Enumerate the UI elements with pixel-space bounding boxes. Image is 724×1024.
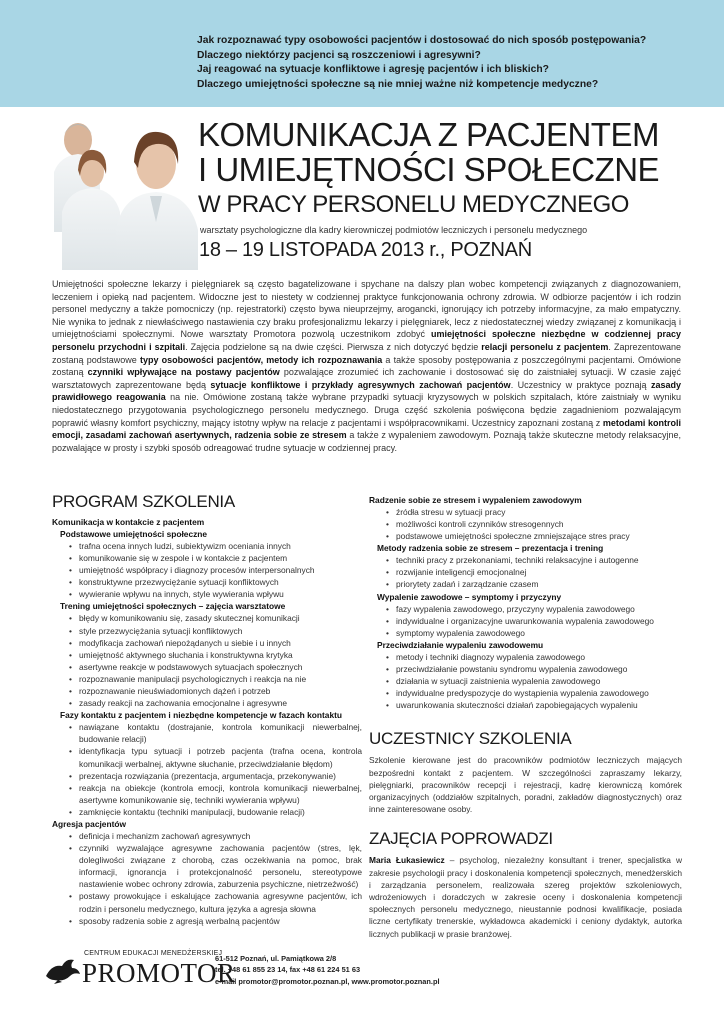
intro-paragraph (52, 278, 681, 454)
bullet-list (52, 540, 362, 600)
program-bullet: • umiejętność współpracy i diagnozy procesów interpersonalnych (52, 564, 362, 576)
intro-text: . Zajęcia podzielone są na dwie części. Pierwsza z nich dotyczyć będzie (185, 341, 482, 352)
bullet-list (52, 612, 362, 709)
program-bullet: • błędy w komunikowaniu się, zasady skutecznej komunikacji (52, 612, 362, 624)
program-section-heading: Komunikacja w kontakcie z pacjentem (52, 517, 205, 527)
program-column-right (369, 494, 682, 940)
program-bullet: • rozpoznawanie nieuświadomionych dążeń i potrzeb (52, 685, 362, 697)
program-bullet: • priorytety zadań i zarządzanie czasem (369, 578, 682, 590)
bullet-list (369, 651, 682, 711)
program-bullet: • zasady reakcji na zachowania emocjonalne i agresywne (52, 697, 362, 709)
program-bullet: • wywieranie wpływu na innych, style wywierania wpływu (52, 588, 362, 600)
trainer-name: Maria Łukasiewicz (369, 855, 445, 866)
program-bullet: • możliwości kontroli czynników stresogennych (369, 518, 682, 530)
intro-text: pozwalające zrozumieć ich zachowanie i dostosować się do zaistniałej sytuacji. W czasie zajęć warsztatowych zaprezentowane będą (52, 367, 682, 390)
medical-staff-photo (50, 112, 200, 270)
bullet-list (369, 603, 682, 639)
participants-title: UCZESTNICY SZKOLENIA (369, 729, 572, 749)
program-bullet: • identyfikacja typu sytuacji i potrzeb pacjenta (trafna ocena, kontrola komunikacji werbalnej, aktywne słuchanie, przeciwdziałanie błędom) (52, 745, 362, 769)
contact-block (215, 953, 440, 987)
logo-subtext: CENTRUM EDUKACJI MENEDŻERSKIEJ (84, 950, 223, 957)
bullet-list (52, 721, 362, 818)
email-line: e-mail promotor@promotor.poznan.pl, www.promotor.poznan.pl (215, 976, 440, 986)
program-bullet: • symptomy wypalenia zawodowego (369, 627, 682, 639)
intro-bold: sytuacje konfliktowe i przykłady agresywnych zachowań pacjentów (210, 379, 511, 390)
program-bullet: • umiejętność aktywnego słuchania i konstruktywna krytyka (52, 649, 362, 661)
program-section-heading: Radzenie sobie ze stresem i wypaleniem zawodowym (369, 495, 582, 505)
program-bullet: • indywidualne predyspozycje do wystąpienia wypalenia zawodowego (369, 687, 682, 699)
program-bullet: • sposoby radzenia sobie z agresją werbalną pacjentów (52, 915, 362, 927)
program-bullet: • techniki pracy z przekonaniami, techniki relaksacyjne i autogenne (369, 554, 682, 566)
intro-text: . Uczestnicy w praktyce poznają (510, 379, 651, 390)
question-item: Dlaczego niektórzy pacjenci są roszczeniowi i agresywni? (197, 49, 481, 61)
address-line: 61-512 Poznań, ul. Pamiątkowa 2/8 (215, 954, 337, 963)
logo-wordmark: PROMOTOR (82, 958, 236, 988)
intro-text: na nie. Omówione zostaną także wybrane przypadki sytuacji kryzysowych w polskich szpitalach, które zaistniały w wyniku niedostatecznego przygotowania psychologicznego personelu medycznego. Druga część szkolenia poświęcona będzie zagadnieniom pozwalającym poprawić własny komfort psychiczny, mający istotny wpływ na relacje z pacjentami i współpracownikami. Uczestnicy zapoznani zostaną z (52, 392, 682, 428)
bird-logo-icon (44, 954, 82, 984)
program-subheading: Podstawowe umiejętności społeczne (60, 529, 208, 539)
subtitle: warsztaty psychologiczne dla kadry kierowniczej podmiotów leczniczych i personelu medycznego (200, 225, 588, 235)
intro-bold: czynniki wpływające na postawy pacjentów (87, 367, 280, 378)
question-item: Dlaczego umiejętności społeczne są nie mniej ważne niż kompetencje medyczne? (197, 78, 599, 90)
program-subheading: Metody radzenia sobie ze stresem – prezentacja i trening (377, 543, 604, 554)
main-title-line-1: KOMUNIKACJA Z PACJENTEM (198, 116, 659, 153)
program-bullet: • metody i techniki diagnozy wypalenia zawodowego (369, 651, 682, 663)
program-bullet: • konstruktywne przezwyciężanie sytuacji konfliktowych (52, 576, 362, 588)
question-list (197, 34, 646, 92)
bullet-list (369, 506, 682, 542)
program-bullet: • fazy wypalenia zawodowego, przyczyny wypalenia zawodowego (369, 603, 682, 615)
trainer-title: ZAJĘCIA POPROWADZI (369, 829, 553, 849)
program-subheading: Przeciwdziałanie wypaleniu zawodowemu (377, 639, 544, 650)
program-bullet: • postawy prowokujące i eskalujące zachowania agresywne pacjentów, ich rodzin i personelu medycznego, kultura języka a agresja słowna (52, 890, 362, 914)
question-item: Jaj reagować na sytuacje konfliktowe i agresję pacjentów i ich bliskich? (197, 64, 549, 76)
program-subheading: Wypalenie zawodowe – symptomy i przyczyny (377, 591, 562, 602)
program-bullet: • działania w sytuacji zaistnienia wypalenia zawodowego (369, 675, 682, 687)
intro-bold: zasady prawidłowego reagowania (52, 379, 681, 403)
program-bullet: • reakcja na obiekcje (kontrola emocji, kontrola komunikacji niewerbalnej, asertywne komunikowanie się, techniki wywierania wpływu) (52, 782, 362, 806)
trainer-text (369, 854, 682, 939)
bullet-list (52, 830, 362, 927)
intro-text: Umiejętności społeczne lekarzy i pielęgniarek są często bagatelizowane i spychane na dalszy plan wobec kompetencji związanych z diagnozowaniem, leczeniem i opieką nad pacjentem. Widoczne jest to niestety w codziennej praktyce funkcjonowania ochrony zdrowia. W odbiorze pacjentów i ich rodzin personel medyczny a także pomocniczy (np. rejestratorki) często bywa nieuprzejmy, arogancki, ignorujący ich potrzeby informacyjne, za mało empatyczny. Nie wynika to jednak z niewłaściwego nastawienia czy braku profesjonalizmu lekarzy i pielęgniarek, lecz z niedostatecznej wiedzy związanej z komunikacją i umiejętnościami społecznymi. Nowe warsztaty Promotora pozwolą uczestnikom zdobyć (52, 279, 681, 340)
program-bullet: • przeciwdziałanie powstaniu syndromu wypalenia zawodowego (369, 663, 682, 675)
program-bullet: • indywidualne i organizacyjne uwarunkowania wypalenia zawodowego (369, 615, 682, 627)
main-title-line-3: W PRACY PERSONELU MEDYCZNEGO (198, 191, 629, 218)
program-bullet: • komunikowanie się w zespole i w kontakcie z pacjentem (52, 552, 362, 564)
intro-bold: metodami kontroli emocji, zasadami zachowań asertywnych, radzenia sobie ze stresem (52, 417, 681, 441)
program-bullet: • modyfikacja zachowań niepożądanych u siebie i u innych (52, 637, 362, 649)
program-bullet: • definicja i mechanizm zachowań agresywnych (52, 830, 362, 842)
bullet-list (369, 554, 682, 590)
intro-text: . Zaprezentowane zostaną podstawowe (52, 341, 681, 365)
program-bullet: • nawiązane kontaktu (dostrajanie, kontrola komunikacji niewerbalnej, budowanie relacji) (52, 721, 362, 745)
participants-text: Szkolenie kierowane jest do pracowników podmiotów leczniczych mających bezpośredni kontakt z pacjentem. W szczególności zapraszamy lekarzy, pielęgniarki, pracowników recepcji i rejestracji, kadrę kierowniczą komórek organizacyjnych (oddziałów szpitalnych, poradni, zakładów diagnostycznych) oraz inne zainteresowane osoby. (369, 755, 682, 815)
program-bullet: • zamknięcie kontaktu (techniki manipulacji, budowanie relacji) (52, 806, 362, 818)
program-bullet: • asertywne reakcje w podstawowych sytuacjach społecznych (52, 661, 362, 673)
intro-text: a także sposoby postępowania z poszczególnymi pacjentami. Omówione zostaną (52, 354, 681, 378)
program-bullet: • źródła stresu w sytuacji pracy (369, 506, 682, 518)
program-section-heading: Agresja pacjentów (52, 818, 127, 829)
program-column-left (52, 492, 362, 927)
intro-bold: umiejętności społeczne niezbędne w codziennej pracy personelu przychodni i szpitali (52, 329, 681, 352)
question-item: Jak rozpoznawać typy osobowości pacjentów i dostosować do nich sposób postępowania? (197, 35, 647, 46)
question-banner (0, 0, 724, 107)
program-title: PROGRAM SZKOLENIA (52, 492, 235, 511)
intro-text: a także z wypaleniem zawodowym. Poznają także skuteczne metody relaksacyjne, pozwalające w prosty i szybki sposób odreagować trudne sytuacje w codziennej pracy. (52, 430, 681, 453)
program-bullet: • style przezwyciężania sytuacji konfliktowych (52, 625, 362, 637)
program-bullet: • rozpoznawanie manipulacji psychologicznych i reakcja na nie (52, 673, 362, 685)
program-list-right (369, 494, 682, 711)
intro-bold: relacji personelu z pacjentem (481, 341, 609, 352)
event-date: 18 – 19 LISTOPADA 2013 r., POZNAŃ (199, 239, 532, 261)
program-bullet: • podstawowe umiejętności społeczne zmniejszające stres pracy (369, 530, 682, 542)
program-subheading: Fazy kontaktu z pacjentem i niezbędne kompetencje w fazach kontaktu (60, 710, 343, 721)
program-bullet: • uwarunkowania skuteczności działań zapobiegających wypaleniu (369, 699, 682, 711)
main-title-line-2: I UMIEJĘTNOŚCI SPOŁECZNE (198, 151, 660, 188)
intro-bold: typy osobowości pacjentów, metody ich rozpoznawania (139, 354, 383, 365)
program-bullet: • trafna ocena innych ludzi, subiektywizm oceniania innych (52, 540, 362, 552)
program-subheading: Trening umiejętności społecznych – zajęcia warsztatowe (60, 601, 286, 612)
trainer-bio: – psycholog, niezależny konsultant i trener, specjalistka w zakresie psychologii pracy i doskonalenia kompetencji społecznych, menedżerskich i zarządzania personelem, realizowała szereg projektów szkoleniowych, wdrożeniowych i doradczych w zakresie oceny i doskonalenia kompetencji społecznych personelu medycznego, nieustannie podnosi kwalifikacje, posiada liczne certyfikaty trenerskie, wykładowca akademicki i ceniony dydaktyk, autorka licznych publikacji w prasie branżowej. (369, 855, 682, 939)
program-bullet: • czynniki wyzwalające agresywne zachowania pacjentów (stres, lęk, dolegliwości związane z chorobą, czas oczekiwania na pomoc, brak informacji, ignorancja i protekcjonalność personelu, stereotypowe nastawienie wobec ochrony zdrowia, zaburzenia psychiczne, nietrzeźwość) (52, 842, 362, 890)
phone-line: tel. +48 61 855 23 14, fax +48 61 224 51 63 (215, 965, 361, 975)
program-bullet: • prezentacja rozwiązania (prezentacja, argumentacja, przekonywanie) (52, 770, 362, 782)
program-list-left (52, 516, 362, 927)
program-bullet: • rozwijanie inteligencji emocjonalnej (369, 566, 682, 578)
promotor-logo (44, 948, 236, 988)
